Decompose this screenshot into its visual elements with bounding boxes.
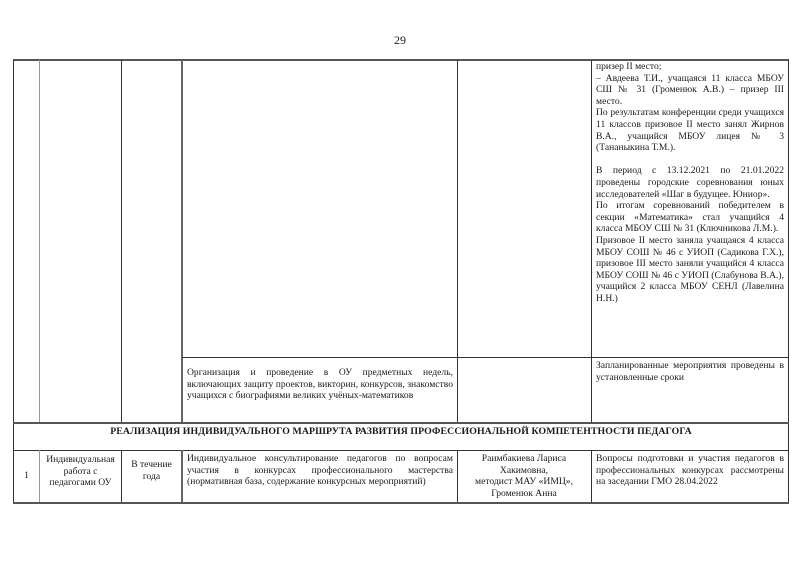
col-border-2 <box>121 60 122 423</box>
col-border-4 <box>457 60 458 423</box>
section-bottom-border <box>13 450 789 451</box>
col-border-5 <box>591 60 592 423</box>
row-number: 1 <box>24 470 29 481</box>
row1-border-1 <box>39 450 40 503</box>
results-paragraph: призер II место; <box>596 61 662 72</box>
row-responsible <box>459 453 589 499</box>
paragraph-gap <box>596 154 784 166</box>
subrow-result-cell: Запланированные мероприятия проведены в установленные сроки <box>596 360 784 383</box>
results-paragraph: Призовое II место заняла учащаяся 4 класса МБОУ СОШ № 46 с УИОП (Садикова Г.Х.), призовое III место заняли учащийся 4 класса МБОУ СОШ № 46 с УИОП (Слабунова В.А.), учащийся 2 класса МБОУ СЕНЛ (Лавелина Н.Н.) <box>596 234 784 304</box>
responsible-line: Раимбакиева Лариса <box>481 453 567 464</box>
row1-border-5 <box>591 450 592 503</box>
page-number: 29 <box>394 33 406 47</box>
responsible-line: Громенюк Анна <box>491 487 557 499</box>
row1-border-4 <box>457 450 458 503</box>
col-border-6 <box>788 60 789 503</box>
responsible-line: Хакимовна, <box>499 464 549 476</box>
row-result: Вопросы подготовки и участия педагогов в профессиональных конкурсах рассмотрены на заседании ГМО 28.04.2022 <box>596 453 784 488</box>
subrow-border <box>182 357 789 358</box>
col-border-3 <box>181 60 183 423</box>
results-paragraph: – Авдеева Т.И., учащаяся 11 класса МБОУ СШ № 31 (Громенюк А.В.) – призер III место. <box>596 72 784 107</box>
row1-border-2 <box>121 450 122 503</box>
results-paragraph: В период с 13.12.2021 по 21.01.2022 проведены городские соревнования юных исследователей «Шаг в будущее. Юниор». <box>596 165 784 200</box>
responsible-line: методист МАУ «ИМЦ», <box>475 476 573 488</box>
subrow-activity-cell: Организация и проведение в ОУ предметных недель, включающих защиту проектов, викторин, конкурсов, знакомство учащихся с биографиями великих учёных-математиков <box>187 367 453 402</box>
row-activity: Индивидуальное консультирование педагогов по вопросам участия в конкурсах профессионального мастерства (нормативная база, содержание конкурсных мероприятий) <box>187 453 453 488</box>
results-paragraph: По результатам конференции среди учащихся 11 классов призовое II место занял Жирнов В.А., учащийся МБОУ лицея № 3 (Тананыкина Т.М.). <box>596 107 784 154</box>
col-border-1 <box>39 60 40 423</box>
row1-border-3 <box>181 450 183 503</box>
table-bottom-border <box>13 502 789 504</box>
results-cell <box>596 61 784 304</box>
results-paragraph: По итогам соревнований победителем в секции «Математика» стал учащийся 4 класса МБОУ СШ № 31 (Ключникова Л.М.). <box>596 200 784 235</box>
section-header: РЕАЛИЗАЦИЯ ИНДИВИДУАЛЬНОГО МАРШРУТА РАЗВИТИЯ ПРОФЕССИОНАЛЬНОЙ КОМПЕТЕНТНОСТИ ПЕДАГОГА <box>110 426 692 437</box>
section-top-border <box>13 422 789 424</box>
row-period: В течение года <box>131 459 172 482</box>
row-direction: Индивидуальная работа с педагогами ОУ <box>46 454 115 489</box>
